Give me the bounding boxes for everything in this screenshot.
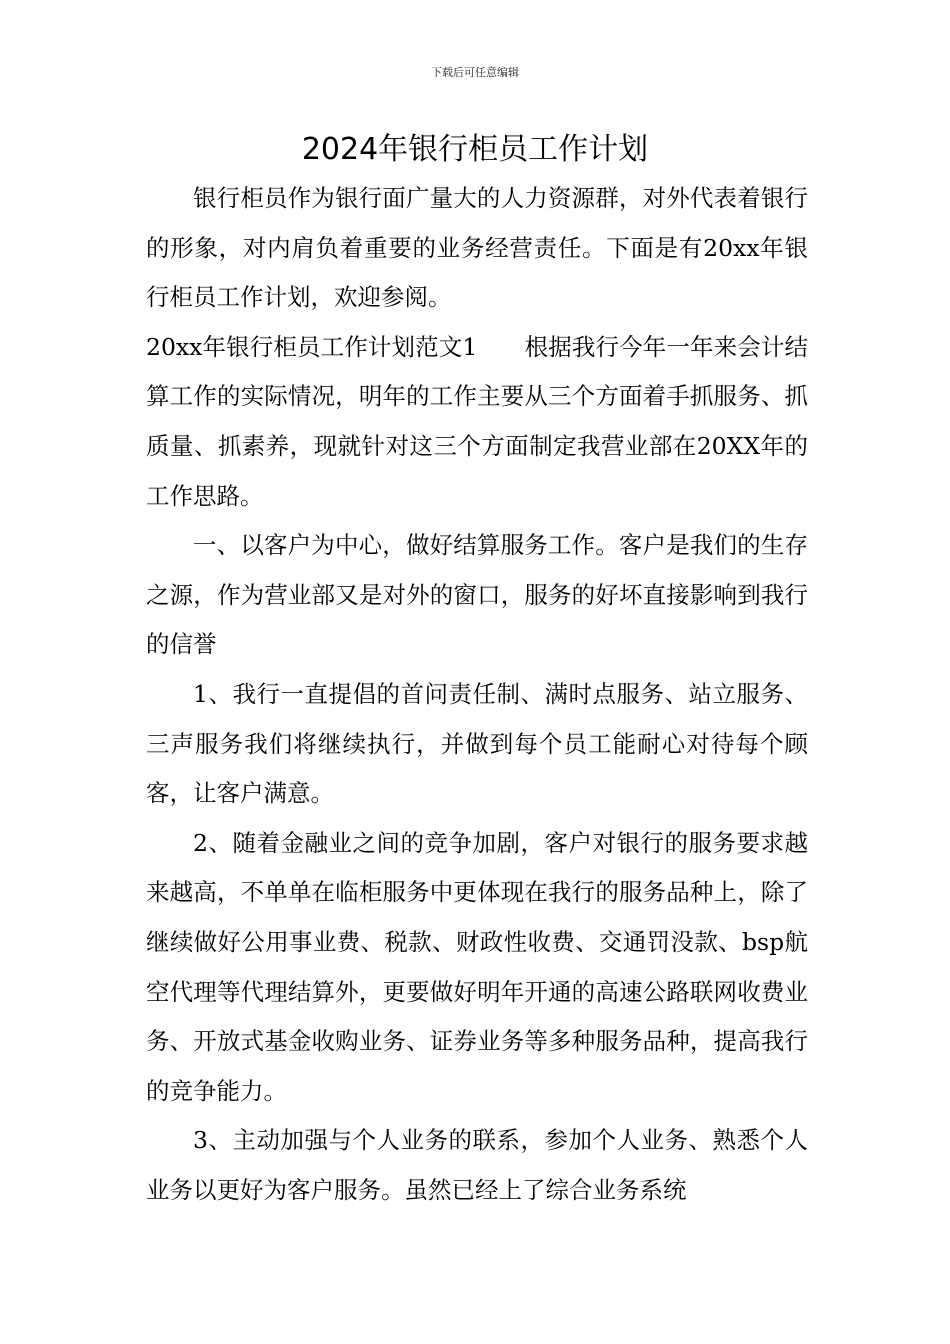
paragraph-section-one: 一、以客户为中心，做好结算服务工作。客户是我们的生存之源，作为营业部又是对外的窗口，服务的好坏直接影响到我行的信誉 (146, 531, 808, 659)
document-body (146, 174, 808, 1215)
paragraph-sample-heading: 20xx年银行柜员工作计划范文1 根据我行今年一年来会计结算工作的实际情况，明年的工作主要从三个方面着手抓服务、抓质量、抓素养，现就针对这三个方面制定我营业部在20XX年的工作思路。 (146, 332, 808, 510)
paragraph-item-1: 1、我行一直提倡的首问责任制、满时点服务、站立服务、三声服务我们将继续执行，并做到每个员工能耐心对待每个顾客，让客户满意。 (146, 679, 808, 808)
header-note: 下载后可任意编辑 (431, 66, 519, 79)
paragraph-item-3: 3、主动加强与个人业务的联系，参加个人业务、熟悉个人业务以更好为客户服务。虽然已经上了综合业务系统 (146, 1126, 808, 1204)
paragraph-intro: 银行柜员作为银行面广量大的人力资源群，对外代表着银行的形象，对内肩负着重要的业务经营责任。下面是有20xx年银行柜员工作计划，欢迎参阅。 (146, 184, 808, 312)
paragraph-item-2: 2、随着金融业之间的竞争加剧，客户对银行的服务要求越来越高，不单单在临柜服务中更体现在我行的服务品种上，除了继续做好公用事业费、税款、财政性收费、交通罚没款、bsp航空代理等代理结算外，更要做好明年开通的高速公路联网收费业务、开放式基金收购业务、证券业务等多种服务品种，提高我行的竞争能力。 (146, 828, 808, 1105)
document-title: 2024年银行柜员工作计划 (301, 132, 649, 167)
